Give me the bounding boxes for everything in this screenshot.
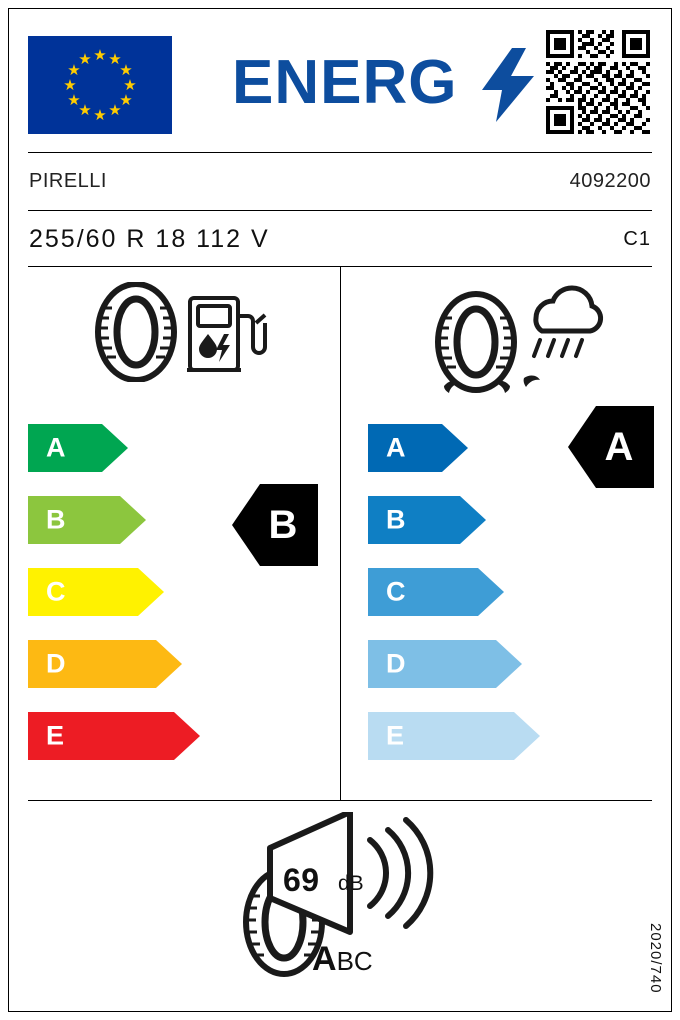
fuel-grade-label: B (46, 504, 66, 535)
eu-flag-icon (28, 36, 172, 134)
tire-size: 255/60 R 18 112 V (29, 225, 270, 253)
wet-grade-b (368, 496, 486, 544)
divider-top (28, 152, 652, 153)
eu-star-icon: ★ (119, 91, 133, 109)
fuel-efficiency-result (232, 484, 318, 566)
tire-class-code: C1 (623, 228, 651, 250)
noise-class-letter: A (312, 940, 337, 978)
eu-star-icon: ★ (63, 76, 77, 94)
wet-grade-c (368, 568, 504, 616)
eu-star-icon: ★ (108, 50, 122, 68)
eu-star-icon: ★ (93, 106, 107, 124)
fuel-grade-d (28, 640, 182, 688)
eu-star-icon: ★ (78, 50, 92, 68)
page-title: ENERG (232, 48, 458, 117)
regulation-reference: 2020/740 (647, 923, 664, 994)
eu-star-icon: ★ (108, 102, 122, 120)
fuel-grade-c (28, 568, 164, 616)
wet-grip-result (568, 406, 654, 488)
noise-value: 69 (283, 862, 320, 898)
fuel-grade-label: A (46, 432, 66, 463)
fuel-efficiency-grade: B (268, 502, 298, 547)
eu-star-icon: ★ (67, 91, 81, 109)
fuel-grade-label: D (46, 648, 66, 679)
divider-vertical (340, 266, 341, 800)
wet-grade-label: C (386, 576, 406, 607)
eu-star-icon: ★ (123, 76, 137, 94)
wet-grip-grade: A (604, 424, 634, 469)
wet-grade-label: B (386, 504, 406, 535)
eu-star-icon: ★ (67, 61, 81, 79)
wet-grade-d (368, 640, 522, 688)
wet-grade-label: A (386, 432, 406, 463)
eu-star-icon: ★ (119, 61, 133, 79)
wet-grade-label: E (386, 720, 405, 751)
tire-rain-cloud-icon (424, 282, 604, 417)
divider-noise (28, 800, 652, 801)
fuel-grade-a (28, 424, 128, 472)
noise-class (312, 940, 373, 979)
lightning-bolt-icon (482, 48, 534, 122)
fuel-grade-e (28, 712, 200, 760)
fuel-grade-label: E (46, 720, 65, 751)
fuel-grade-b (28, 496, 146, 544)
wet-grade-e (368, 712, 540, 760)
divider-brand (28, 210, 652, 211)
tire-fuel-pump-icon (88, 282, 268, 387)
sku-number: 4092200 (569, 170, 651, 192)
wet-grade-label: D (386, 648, 406, 679)
eu-star-icon: ★ (93, 46, 107, 64)
fuel-grade-label: C (46, 576, 66, 607)
wet-grade-a (368, 424, 468, 472)
brand-name: PIRELLI (29, 170, 107, 192)
noise-class-rest: BC (336, 946, 373, 976)
noise-unit: dB (338, 872, 364, 895)
qr-code-icon (546, 30, 650, 134)
eu-star-icon: ★ (78, 102, 92, 120)
